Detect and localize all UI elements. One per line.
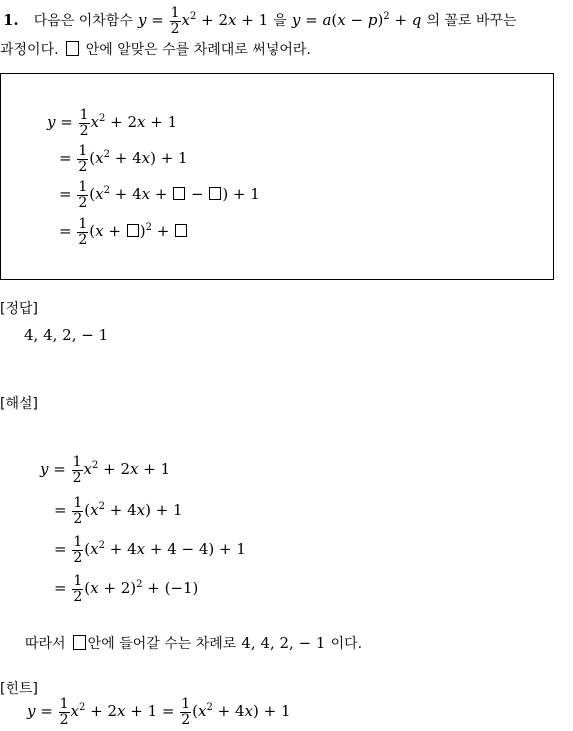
problem-intro-text: 다음은 이차함수 [33,13,133,30]
box-line-4: = $\frac{1}{2}$ $(x + )^2$ + [59,217,188,247]
hint-header: [힌트] [0,681,38,697]
box-line-1: y = $\frac{1}{2}$ $x^2 + 2x + 1$ [47,107,178,139]
blank-box-icon [66,41,79,56]
problem-eq-particle: 을 [273,13,287,30]
hint-equation: y = $\frac{1}{2}$ $x^2 + 2x + 1$ = $\frac{1}{2}$ $(x^2 + 4x) + 1$ [27,696,291,728]
blank-box-icon [175,224,187,237]
explanation-header: [해설] [0,396,38,412]
blank-box-icon [209,187,221,200]
explanation-line-1: y = $\frac{1}{2}$ $x^2 + 2x + 1$ [40,454,171,486]
explanation-line-2: = $\frac{1}{2}$ $(x^2 + 4x) + 1$ [54,495,183,527]
derivation-box [0,73,554,280]
problem-line-2 [0,39,311,59]
explanation-line-4: = $\frac{1}{2}$ $(x + 2)^2 + (-1)$ [54,573,199,605]
function-equation: y = $\frac{1}{2}$ $x^2 + 2x + 1$ [137,5,269,37]
explanation-conclusion [25,633,362,653]
problem-line2-text-a: 과정이다. [0,42,59,58]
box-line-3: = $\frac{1}{2}$ ($x^2 + 4x$ + − ) + 1 [59,179,260,211]
problem-number: 1. [3,11,19,30]
answer-values: 4, 4, 2, − 1 [24,326,109,344]
box-line-2: = $\frac{1}{2}$ $(x^2 + 4x) + 1$ [59,143,188,175]
blank-box-icon [73,635,86,650]
explanation-line-3: = $\frac{1}{2}$ $(x^2 + 4x + 4 - 4) + 1$ [54,534,246,566]
conclusion-values: 4, 4, 2, − 1 [241,634,326,652]
conclusion-text-a: 따라서 [25,636,66,652]
problem-after-text: 의 꼴로 바꾸는 [426,13,517,30]
blank-box-icon [173,187,185,200]
problem-line-1 [3,6,517,36]
vertex-form-equation: $y = a(x - p)^2 + q$ [291,11,422,30]
blank-box-icon [127,224,139,237]
conclusion-end: 이다. [330,636,363,652]
conclusion-text-b: 안에 들어갈 수는 차례로 [87,636,237,652]
problem-line2-text-b: 안에 알맞은 수를 차례대로 써넣어라. [85,42,311,58]
answer-header: [정답] [0,301,38,317]
